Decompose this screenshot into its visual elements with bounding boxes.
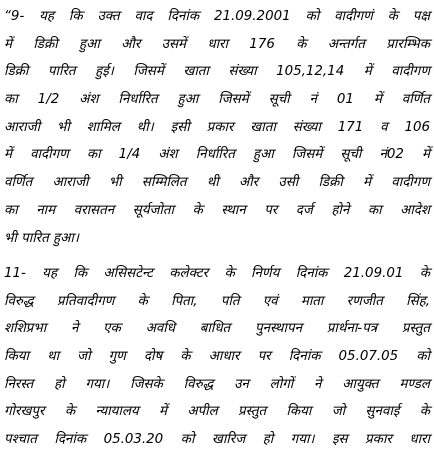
paragraph-line: गोरखपुर के न्यायालय में अपील प्रस्तुत किया जो सुनवाई के (4, 404, 430, 420)
paragraph-line: वर्णित आराजी भी सम्मिलित थी और उसी डिक्री में वादीगण (4, 175, 430, 191)
paragraph-line: 11- यह कि असिसटेन्ट कलेक्टर के निर्णय दिनांक 21.09.01 के (4, 266, 430, 281)
paragraph-9 (4, 3, 430, 252)
paragraph-line: शशिप्रभा ने एक अवधि बाधित पुनस्थापन प्रार्थना-पत्र प्रस्तुत (4, 321, 430, 337)
paragraph-line: पश्चात दिनांक 05.03.20 को खारिज हो गया। इस प्रकार धारा (4, 432, 430, 448)
paragraph-line: विरुद्ध प्रतिवादीगण के पिता, पति एवं माता रणजीत सिंह, (4, 293, 430, 309)
paragraph-line: डिक्री पारित हुई। जिसमें खाता संख्या 105,12,14 में वादीगण (4, 64, 430, 80)
paragraph-line: में डिक्री हुआ और उसमें धारा 176 के अन्तर्गत प्रारम्भिक (4, 36, 430, 52)
paragraph-line: का 1/2 अंश निर्धारित हुआ जिसमें सूची नं 01 में वर्णित (4, 92, 430, 108)
paragraph-line: भी पारित हुआ। (4, 230, 79, 246)
paragraph-line: निरस्त हो गया। जिसके विरुद्ध उन लोगों ने आयुक्त मण्डल (4, 376, 430, 392)
paragraph-line: आराजी भी शामिल थी। इसी प्रकार खाता संख्या 171 व 106 (4, 119, 430, 135)
paragraph-line: “9- यह कि उक्त वाद दिनांक 21.09.2001 को वादीगणं के पक्ष (4, 9, 430, 24)
paragraph-line: का नाम वरासतन सूर्यजोता के स्थान पर दर्ज होने का आदेश (4, 202, 430, 218)
paragraph-line: किया था जो गुण दोष के आधार पर दिनांक 05.07.05 को (4, 349, 430, 365)
paragraph-11 (4, 260, 430, 454)
paragraph-line: में वादीगण का 1/4 अंश निर्धारित हुआ जिसमें सूची नं02 में (4, 147, 430, 163)
